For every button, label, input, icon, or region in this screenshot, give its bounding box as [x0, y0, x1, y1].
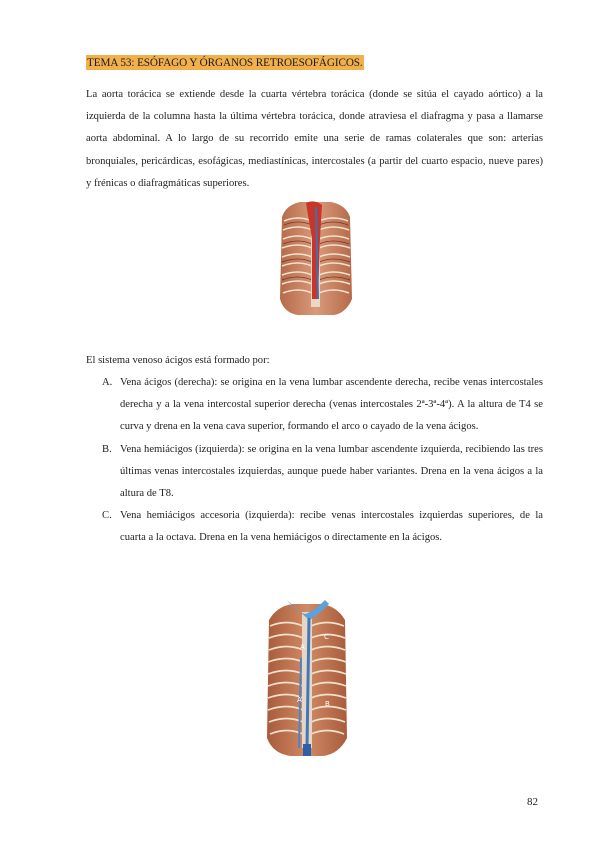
section-heading: TEMA 53: ESÓFAGO Y ÓRGANOS RETROESOFÁGICOS.: [87, 57, 363, 69]
figure-label-c: C: [324, 633, 329, 641]
list-item: [86, 439, 543, 506]
list-item: [86, 505, 543, 549]
page-number: 82: [527, 796, 538, 808]
list-item-text: Vena hemiácigos (izquierda): se origina en la vena lumbar ascendente izquierda, recibiendo las tres últimas venas intercostales izquierdas, aunque puede haber variantes. Drena en la vena ácigos a la altura de T8.: [120, 443, 543, 500]
list-marker: C.: [102, 510, 112, 522]
list-item: [86, 372, 543, 439]
azygos-system-illustration: [263, 598, 350, 757]
figure-label-a-lower: A: [297, 696, 302, 704]
list-item-text: Vena ácigos (derecha): se origina en la vena lumbar ascendente derecha, recibe venas intercostales derecha y a la vena intercostal superior derecha (venas intercostales 2ª-3ª-4ª). A la altura de T4 se curva y drena en la vena cava superior, formando el arco o cayado de la vena ácigos.: [120, 377, 543, 433]
figure-label-a: A: [300, 643, 305, 651]
venous-system-intro: El sistema venoso ácigos está formado por:: [86, 355, 270, 366]
list-item-text: Vena hemiácigos accesoria (izquierda): recibe venas intercostales izquierdas superiores, de la cuarta a la octava. Drena en la vena hemiácigos o directamente en la ácigos.: [120, 510, 543, 544]
list-marker: B.: [102, 443, 112, 455]
list-marker: A.: [102, 377, 113, 388]
figure-label-b: B: [325, 700, 330, 708]
azygos-list: [86, 372, 543, 550]
thoracic-aorta-illustration: [276, 199, 355, 316]
aorta-paragraph: La aorta torácica se extiende desde la cuarta vértebra torácica (donde se sitúa el cayado aórtico) a la izquierda de la columna hasta la última vértebra torácica, donde atraviesa el diafragma y pasa a llamarse aorta abdominal. A lo largo de su recorrido emite una serie de ramas colaterales que son: arterias bronquiales, pericárdicas, esofágicas, mediastínicas, intercostales (a partir del cuarto espacio, nueve pares) y frénicas o diafragmáticas superiores.: [86, 89, 543, 189]
